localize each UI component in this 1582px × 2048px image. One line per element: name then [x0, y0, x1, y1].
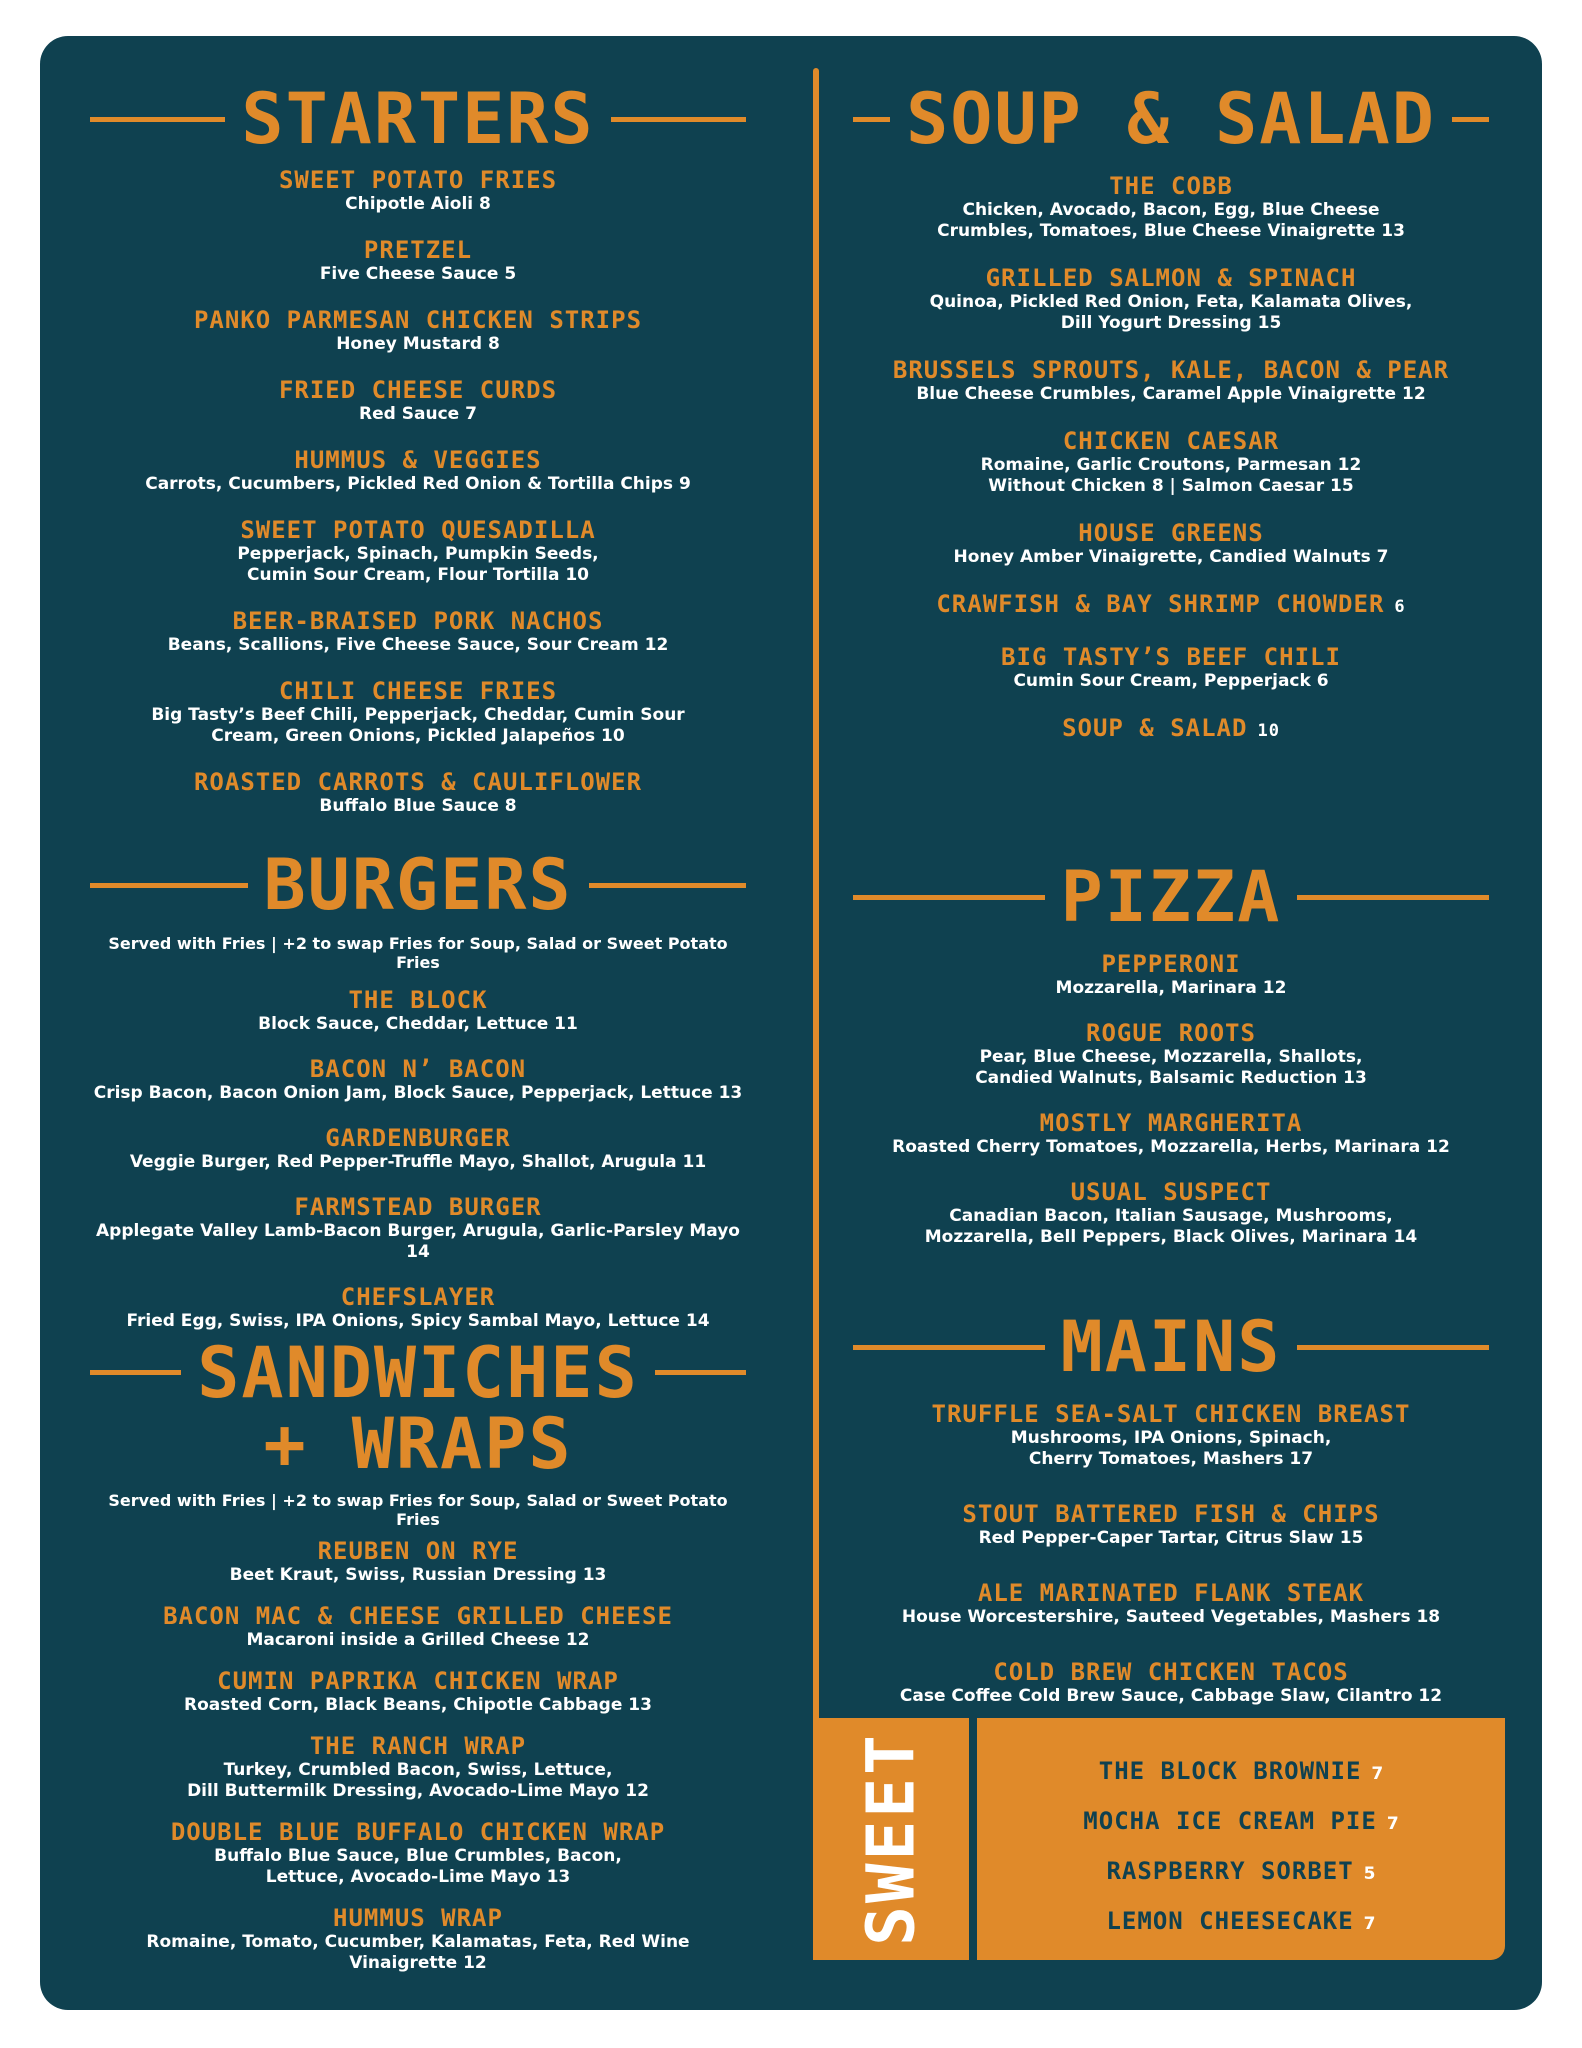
item-description: Roasted Corn, Black Beans, Chipotle Cabbage 13 — [184, 1694, 652, 1715]
menu-item — [90, 306, 746, 355]
item-name — [853, 714, 1489, 745]
item-description: Fried Egg, Swiss, IPA Onions, Spicy Sambal Mayo, Lettuce 14 — [126, 1311, 710, 1331]
menu-item — [90, 677, 746, 747]
item-name: BRUSSELS SPROUTS, KALE, BACON & PEAR — [892, 356, 1450, 384]
menu-item — [90, 1904, 746, 1974]
item-description: Crisp Bacon, Bacon Onion Jam, Block Sauce, Pepperjack, Lettuce 13 — [93, 1083, 743, 1103]
starters-header — [90, 78, 746, 160]
item-description: Applegate Valley Lamb-Bacon Burger, Arugula, Garlic-Parsley Mayo 14 — [96, 1221, 740, 1262]
item-name: PANKO PARMESAN CHICKEN STRIPS — [193, 306, 643, 334]
item-name: STOUT BATTERED FISH & CHIPS — [962, 1500, 1380, 1528]
item-description: Honey Amber Vinaigrette, Candied Walnuts 7 — [953, 547, 1389, 567]
menu-item — [853, 590, 1489, 621]
item-description: Romaine, Garlic Croutons, Parmesan 12 Without Chicken 8 | Salmon Caesar 15 — [980, 455, 1362, 496]
item-name: ROGUE ROOTS — [1086, 1019, 1256, 1047]
item-name: BEER-BRAISED PORK NACHOS — [232, 607, 604, 635]
dessert-price: 5 — [1363, 1864, 1376, 1884]
item-description: Chipotle Aioli 8 — [345, 194, 491, 214]
item-description: Roasted Cherry Tomatoes, Mozzarella, Herbs, Marinara 12 — [892, 1137, 1450, 1157]
menu-item — [853, 1400, 1489, 1470]
menu-item — [90, 607, 746, 656]
header-rule — [853, 117, 890, 122]
item-name: HUMMUS WRAP — [333, 1903, 503, 1932]
sweet-label-panel — [813, 1718, 969, 1960]
item-description: Turkey, Crumbled Bacon, Swiss, Lettuce, Dill Buttermilk Dressing, Avocado-Lime Mayo 12 — [187, 1759, 649, 1801]
item-name: CHEFSLAYER — [340, 1283, 496, 1311]
item-description: Pear, Blue Cheese, Mozzarella, Shallots, Candied Walnuts, Balsamic Reduction 13 — [975, 1047, 1367, 1088]
menu-item — [90, 1602, 746, 1651]
menu-item — [90, 1667, 746, 1716]
item-description: Quinoa, Pickled Red Onion, Feta, Kalamata Olives, Dill Yogurt Dressing 15 — [929, 292, 1413, 333]
item-name: SWEET POTATO QUESADILLA — [240, 516, 596, 544]
item-price: 10 — [1257, 721, 1280, 741]
dessert-item — [977, 1846, 1505, 1896]
dessert-price: 7 — [1363, 1914, 1376, 1934]
item-name: PRETZEL — [363, 236, 473, 264]
menu-item — [90, 1732, 746, 1802]
item-description: Block Sauce, Cheddar, Lettuce 11 — [258, 1014, 578, 1034]
dessert-item — [977, 1896, 1505, 1946]
item-description: Five Cheese Sauce 5 — [319, 264, 517, 284]
soup-salad-section — [813, 78, 1529, 745]
item-description: Red Sauce 7 — [359, 404, 477, 424]
item-name: BACON N’ BACON — [309, 1055, 527, 1083]
header-rule — [589, 883, 747, 888]
item-name: BACON MAC & CHEESE GRILLED CHEESE — [163, 1601, 673, 1630]
item-description: Honey Mustard 8 — [336, 334, 500, 354]
dessert-name: THE BLOCK BROWNIE — [1098, 1757, 1362, 1785]
dessert-item — [977, 1746, 1505, 1796]
menu-item — [90, 446, 746, 495]
item-description: Mozzarella, Marinara 12 — [1055, 978, 1287, 998]
item-name-text: CRAWFISH & BAY SHRIMP CHOWDER — [936, 590, 1385, 618]
dessert-price: 7 — [1386, 1814, 1399, 1834]
mains-section — [813, 1306, 1529, 1707]
item-name: CHICKEN CAESAR — [1062, 427, 1280, 455]
item-name: HUMMUS & VEGGIES — [294, 446, 542, 474]
menu-item — [90, 1193, 746, 1263]
pizza-section — [813, 856, 1529, 1248]
sandwiches-header — [90, 1332, 746, 1486]
sweet-items-panel — [977, 1718, 1505, 1960]
burgers-header — [90, 844, 746, 926]
sandwiches-section — [90, 1332, 746, 1974]
sweet-label: SWEET — [852, 1732, 930, 1946]
item-description: Carrots, Cucumbers, Pickled Red Onion & Tortilla Chips 9 — [145, 474, 691, 494]
menu-item — [853, 1658, 1489, 1707]
menu-item — [853, 1500, 1489, 1549]
menu-item — [853, 950, 1489, 999]
item-description: Buffalo Blue Sauce 8 — [319, 796, 517, 816]
item-description: Blue Cheese Crumbles, Caramel Apple Vinaigrette 12 — [916, 384, 1426, 404]
item-name: ALE MARINATED FLANK STEAK — [977, 1579, 1365, 1607]
menu-item — [90, 516, 746, 586]
item-name: THE BLOCK — [348, 986, 488, 1014]
menu-item — [853, 264, 1489, 334]
menu-board — [40, 36, 1542, 2010]
starters-section — [90, 78, 746, 817]
item-description: Chicken, Avocado, Bacon, Egg, Blue Cheese Crumbles, Tomatoes, Blue Cheese Vinaigrette 13 — [937, 200, 1405, 241]
item-name: HOUSE GREENS — [1078, 519, 1264, 547]
section-title: MAINS — [1060, 1306, 1282, 1388]
item-name: SWEET POTATO FRIES — [278, 166, 558, 194]
menu-item — [853, 1579, 1489, 1628]
menu-item — [90, 768, 746, 817]
menu-item — [90, 986, 746, 1035]
item-name — [853, 590, 1489, 621]
title-line-1: SANDWICHES — [197, 1332, 639, 1414]
menu-item — [853, 356, 1489, 405]
item-name: PEPPERONI — [1101, 950, 1241, 978]
item-description: Beet Kraut, Swiss, Russian Dressing 13 — [229, 1564, 607, 1585]
section-title: STARTERS — [241, 78, 595, 160]
item-description: Red Pepper-Caper Tartar, Citrus Slaw 15 — [978, 1528, 1364, 1548]
header-rule — [1452, 117, 1489, 122]
pizza-header — [853, 856, 1489, 938]
menu-item — [853, 643, 1489, 692]
menu-item — [853, 519, 1489, 568]
section-title — [181, 1332, 654, 1486]
mains-header — [853, 1306, 1489, 1388]
item-name: MOSTLY MARGHERITA — [1039, 1109, 1303, 1137]
item-description: Buffalo Blue Sauce, Blue Crumbles, Bacon, Lettuce, Avocado-Lime Mayo 13 — [214, 1845, 622, 1887]
item-description: Cumin Sour Cream, Pepperjack 6 — [1013, 671, 1329, 691]
item-name: CUMIN PAPRIKA CHICKEN WRAP — [217, 1666, 619, 1695]
menu-item — [853, 1109, 1489, 1158]
item-name: COLD BREW CHICKEN TACOS — [993, 1658, 1349, 1686]
item-name: THE COBB — [1109, 172, 1233, 200]
item-name: GRILLED SALMON & SPINACH — [985, 264, 1357, 292]
menu-item — [853, 172, 1489, 242]
menu-item — [90, 1537, 746, 1586]
item-description: House Worcestershire, Sauteed Vegetables, Mashers 18 — [901, 1607, 1441, 1627]
title-line-2: + WRAPS — [263, 1403, 573, 1486]
item-description: Canadian Bacon, Italian Sausage, Mushrooms, Mozzarella, Bell Peppers, Black Olives, Marinara 14 — [924, 1206, 1418, 1247]
item-name: USUAL SUSPECT — [1070, 1178, 1272, 1206]
menu-item — [853, 714, 1489, 745]
item-description: Veggie Burger, Red Pepper-Truffle Mayo, Shallot, Arugula 11 — [129, 1152, 707, 1172]
soup-salad-header — [853, 78, 1489, 160]
burgers-section — [90, 844, 746, 1332]
dessert-name: MOCHA ICE CREAM PIE — [1083, 1807, 1377, 1835]
item-name: CHILI CHEESE FRIES — [278, 677, 558, 705]
section-title: BURGERS — [263, 844, 573, 926]
item-description: Romaine, Tomato, Cucumber, Kalamatas, Feta, Red Wine Vinaigrette 12 — [146, 1931, 690, 1973]
menu-item — [90, 376, 746, 425]
item-description: Pepperjack, Spinach, Pumpkin Seeds, Cumin Sour Cream, Flour Tortilla 10 — [237, 544, 599, 585]
header-rule — [611, 117, 746, 122]
item-description: Macaroni inside a Grilled Cheese 12 — [246, 1629, 590, 1650]
menu-item — [90, 1055, 746, 1104]
item-name: BIG TASTY’S BEEF CHILI — [1001, 643, 1341, 671]
item-name: TRUFFLE SEA-SALT CHICKEN BREAST — [931, 1400, 1411, 1428]
menu-item — [90, 1818, 746, 1888]
menu-item — [90, 236, 746, 285]
header-rule — [853, 895, 1045, 900]
item-name: REUBEN ON RYE — [317, 1536, 519, 1565]
dessert-name: RASPBERRY SORBET — [1106, 1857, 1354, 1885]
header-rule — [1297, 1345, 1489, 1350]
header-rule — [90, 117, 225, 122]
item-name: GARDENBURGER — [325, 1124, 511, 1152]
item-price: 6 — [1394, 597, 1406, 617]
menu-item — [90, 1283, 746, 1332]
section-note: Served with Fries | +2 to swap Fries for Soup, Salad or Sweet Potato Fries — [108, 934, 728, 972]
section-note: Served with Fries | +2 to swap Fries for Soup, Salad or Sweet Potato Fries — [108, 1490, 728, 1529]
header-rule — [655, 1370, 746, 1375]
item-name: DOUBLE BLUE BUFFALO CHICKEN WRAP — [170, 1817, 666, 1846]
header-rule — [90, 883, 248, 888]
dessert-item — [977, 1796, 1505, 1846]
item-description: Case Coffee Cold Brew Sauce, Cabbage Slaw, Cilantro 12 — [899, 1686, 1443, 1706]
item-description: Big Tasty’s Beef Chili, Pepperjack, Cheddar, Cumin Sour Cream, Green Onions, Pickled Jalapeños 10 — [151, 705, 685, 746]
item-name: THE RANCH WRAP — [309, 1731, 527, 1760]
item-description: Mushrooms, IPA Onions, Spinach, Cherry Tomatoes, Mashers 17 — [1010, 1428, 1332, 1469]
item-description: Beans, Scallions, Five Cheese Sauce, Sour Cream 12 — [167, 635, 669, 655]
menu-item — [90, 1124, 746, 1173]
sweet-section — [813, 1718, 1505, 1960]
item-name-text: SOUP & SALAD — [1062, 714, 1248, 742]
menu-item — [853, 1178, 1489, 1248]
section-title: PIZZA — [1060, 856, 1282, 938]
header-rule — [853, 1345, 1045, 1350]
item-name: FRIED CHEESE CURDS — [278, 376, 558, 404]
header-rule — [1297, 895, 1489, 900]
menu-item — [853, 1019, 1489, 1089]
item-name: FARMSTEAD BURGER — [294, 1193, 542, 1221]
dessert-name: LEMON CHEESECAKE — [1106, 1907, 1354, 1935]
dessert-price: 7 — [1371, 1764, 1384, 1784]
menu-item — [853, 427, 1489, 497]
section-title: SOUP & SALAD — [906, 78, 1436, 160]
item-name: ROASTED CARROTS & CAULIFLOWER — [193, 768, 643, 796]
menu-item — [90, 166, 746, 215]
header-rule — [90, 1370, 181, 1375]
